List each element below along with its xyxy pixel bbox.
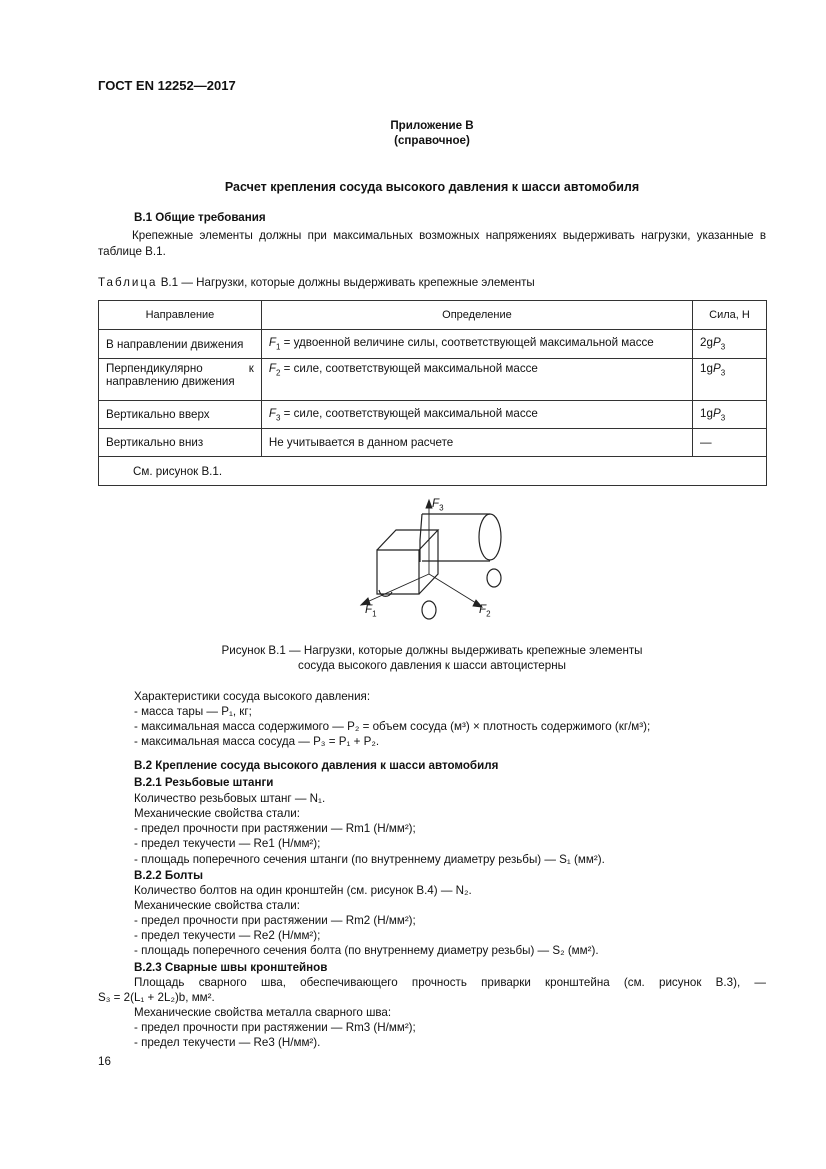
col-header-definition: Определение: [261, 301, 692, 330]
section-b1-heading: В.1 Общие требования: [134, 211, 266, 224]
b22-line: Количество болтов на один кронштейн (см. рисунок В.4) — N₂.: [134, 884, 472, 897]
cell-direction: В направлении движения: [99, 330, 262, 359]
specs-intro: Характеристики сосуда высокого давления:: [134, 690, 371, 703]
spec-item: - максимальная масса содержимого — P₂ = объем сосуда (м³) × плотность содержимого (кг/м³);: [134, 720, 651, 733]
document-id: ГОСТ EN 12252—2017: [98, 78, 236, 93]
b21-line: - предел прочности при растяжении — Rm1 (Н/мм²);: [134, 822, 416, 835]
b22-line: Механические свойства стали:: [134, 899, 300, 912]
b22-line: - предел прочности при растяжении — Rm2 (Н/мм²);: [134, 914, 416, 927]
cell-force: $2gP_3$: [693, 330, 767, 359]
appendix-title: Приложение В: [390, 119, 474, 132]
force-label-f2: $F_2$: [479, 603, 491, 619]
b22-line: - предел текучести — Re2 (Н/мм²);: [134, 929, 321, 942]
cell-definition: $F_3$ = силе, соответствующей максимальной массе: [261, 401, 692, 429]
section-b22-heading: В.2.2 Болты: [134, 869, 204, 882]
cell-direction: Перпендикулярно к направлению движения: [99, 359, 262, 401]
table-row: [99, 359, 767, 401]
b22-line: - площадь поперечного сечения болта (по внутреннему диаметру резьбы) — S₂ (мм²).: [134, 944, 599, 957]
b21-line: Количество резьбовых штанг — N₁.: [134, 792, 326, 805]
table-row: [99, 330, 767, 359]
b23-line: - предел текучести — Re3 (Н/мм²).: [134, 1036, 321, 1049]
table-caption: [98, 276, 535, 289]
b21-line: Механические свойства стали:: [134, 807, 300, 820]
cell-force: $1gP_3$: [693, 359, 767, 401]
table-caption-text: В.1 — Нагрузки, которые должны выдерживать крепежные элементы: [157, 276, 535, 289]
page-number: 16: [98, 1055, 111, 1068]
b23-para-line1: Площадь сварного шва, обеспечивающего прочность приварки кронштейна (см. рисунок В.3), —: [134, 976, 766, 989]
table-row: [99, 401, 767, 429]
cell-definition: $F_1$ = удвоенной величине силы, соответствующей максимальной массе: [261, 330, 692, 359]
spec-item: - масса тары — P₁, кг;: [134, 705, 252, 718]
b23-para-line2: S₃ = 2(L₁ + 2L₂)b, мм².: [98, 991, 215, 1004]
cell-force: —: [693, 429, 767, 457]
section-b21-heading: В.2.1 Резьбовые штанги: [134, 776, 274, 789]
loads-table: [98, 300, 767, 486]
col-header-direction: Направление: [99, 301, 262, 330]
table-caption-prefix: Таблица: [98, 276, 158, 289]
section-b1-paragraph: Крепежные элементы должны при максимальных возможных напряжениях выдерживать нагрузки, указанные в таблице В.1.: [98, 229, 766, 258]
force-label-f3: $F_3$: [432, 497, 444, 513]
table-row: [99, 429, 767, 457]
spec-item: - максимальная масса сосуда — P₃ = P₁ + P₂.: [134, 735, 380, 748]
figure-caption-line1: Рисунок В.1 — Нагрузки, которые должны выдерживать крепежные элементы: [221, 644, 643, 657]
appendix-subtitle: (справочное): [394, 134, 470, 147]
cell-definition: $F_2$ = силе, соответствующей максимальной массе: [261, 359, 692, 401]
cell-definition: Не учитывается в данном расчете: [261, 429, 692, 457]
section-b23-heading: В.2.3 Сварные швы кронштейнов: [134, 961, 328, 974]
section-b2-heading: В.2 Крепление сосуда высокого давления к шасси автомобиля: [134, 759, 499, 772]
cell-force: $1gP_3$: [693, 401, 767, 429]
table-note: См. рисунок В.1.: [99, 457, 767, 486]
b23-line: Механические свойства металла сварного шва:: [134, 1006, 392, 1019]
figure-caption-line2: сосуда высокого давления к шасси автоцистерны: [298, 659, 566, 672]
b21-line: - площадь поперечного сечения штанги (по внутреннему диаметру резьбы) — S₁ (мм²).: [134, 853, 605, 866]
b23-line: - предел прочности при растяжении — Rm3 (Н/мм²);: [134, 1021, 416, 1034]
main-title: Расчет крепления сосуда высокого давления к шасси автомобиля: [224, 180, 640, 194]
table-header-row: [99, 301, 767, 330]
col-header-force: Сила, Н: [693, 301, 767, 330]
table-note-row: [99, 457, 767, 486]
b21-line: - предел текучести — Re1 (Н/мм²);: [134, 837, 321, 850]
cell-direction: Вертикально вниз: [99, 429, 262, 457]
cell-direction: Вертикально вверх: [99, 401, 262, 429]
force-label-f1: $F_1$: [365, 603, 377, 619]
